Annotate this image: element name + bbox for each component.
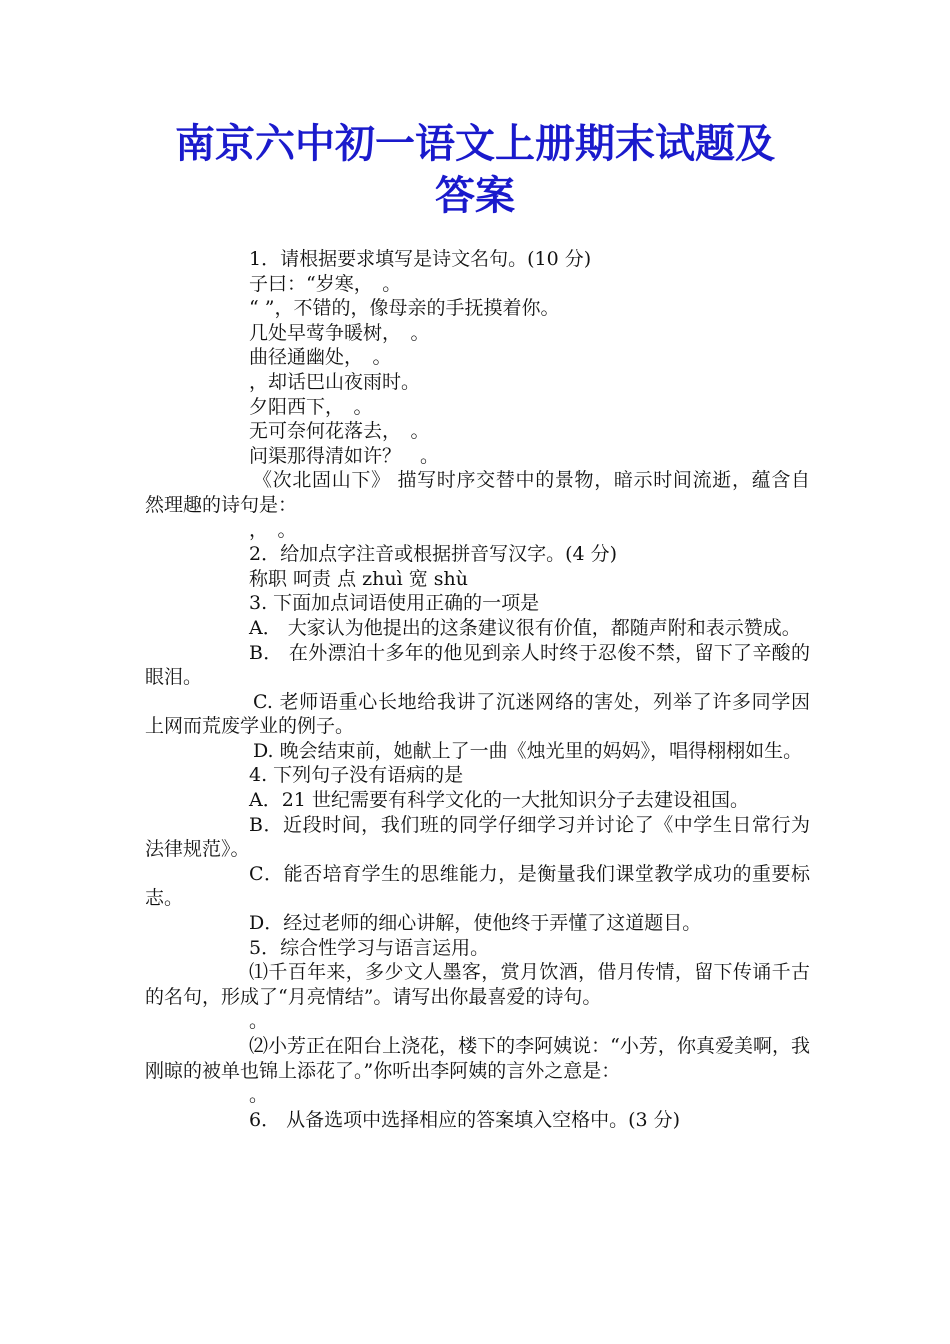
question-1-item: “ ”，不错的，像母亲的手抚摸着你。 xyxy=(249,297,560,320)
question-1-item: 曲径通幽处， 。 xyxy=(249,346,392,369)
question-2-item: 称职 呵责 点 zhuì 宽 shù xyxy=(249,567,468,590)
title-line-1: 南京六中初一语文上册期末试题及 xyxy=(175,121,775,167)
document-title xyxy=(0,118,950,222)
title-line-2: 答案 xyxy=(435,173,515,219)
question-1-item: 子曰：“岁寒， 。 xyxy=(249,272,402,295)
question-3-option: C. 老师语重心长地给我讲了沉迷网络的害处，列举了许多同学因上网而荒废学业的例子。 xyxy=(145,690,810,738)
question-5-heading: 5．综合性学习与语言运用。 xyxy=(249,936,490,959)
question-3-heading: 3. 下面加点词语使用正确的一项是 xyxy=(249,592,540,615)
question-1-heading: 1．请根据要求填写是诗文名句。(10 分) xyxy=(249,248,592,270)
question-3-option: B． 在外漂泊十多年的他见到亲人时终于忍俊不禁，留下了辛酸的眼泪。 xyxy=(145,641,810,689)
question-5-item: ⑴千百年来，多少文人墨客，赏月饮酒，借月传情，留下传诵千古的名句，形成了“月亮情结”。请写出你最喜爱的诗句。 xyxy=(145,961,810,1008)
question-4-option: A．21 世纪需要有科学文化的一大批知识分子去建设祖国。 xyxy=(249,789,749,812)
question-4-heading: 4. 下列句子没有语病的是 xyxy=(249,764,464,787)
question-1-item: 《次北固山下》 描写时序交替中的景物，暗示时间流逝，蕴含自然理趣的诗句是： xyxy=(145,469,810,516)
question-2-heading: 2．给加点字注音或根据拼音写汉字。(4 分) xyxy=(249,543,618,566)
question-4-option: B．近段时间，我们班的同学仔细学习并讨论了《中学生日常行为法律规范》。 xyxy=(145,813,810,861)
answer-blank: 。 xyxy=(249,1010,269,1033)
question-3-option: D. 晚会结束前，她献上了一曲《烛光里的妈妈》，唱得栩栩如生。 xyxy=(253,739,803,762)
question-1-item: 几处早莺争暖树， 。 xyxy=(249,321,430,344)
question-1-item: 无可奈何花落去， 。 xyxy=(249,420,430,443)
question-1-item: ， 。 xyxy=(249,518,297,541)
question-5-item: ⑵小芳正在阳台上浇花，楼下的李阿姨说：“小芳，你真爱美啊，我刚晾的被单也锦上添花了。”你听出李阿姨的言外之意是： xyxy=(145,1035,810,1082)
answer-blank: 。 xyxy=(249,1084,269,1107)
question-4-option: C．能否培育学生的思维能力，是衡量我们课堂教学成功的重要标志。 xyxy=(145,862,810,910)
document-body xyxy=(145,247,810,1132)
question-3-option: A． 大家认为他提出的这条建议很有价值，都随声附和表示赞成。 xyxy=(249,616,801,639)
question-1-item: ，却话巴山夜雨时。 xyxy=(249,370,421,393)
question-6-heading: 6． 从备选项中选择相应的答案填入空格中。(3 分) xyxy=(249,1108,681,1131)
question-1-item: 问渠那得清如许？ 。 xyxy=(249,444,440,467)
question-4-option: D．经过老师的细心讲解，使他终于弄懂了这道题目。 xyxy=(249,912,702,935)
question-1-item: 夕阳西下， 。 xyxy=(249,395,373,418)
